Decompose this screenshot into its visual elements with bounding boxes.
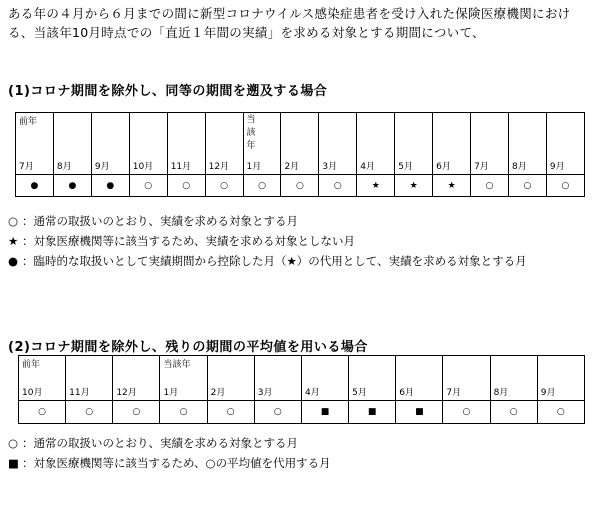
year-label — [547, 113, 584, 115]
year-label — [538, 356, 584, 358]
status-symbol: ○ — [319, 175, 357, 197]
status-symbol: ○ — [66, 401, 113, 424]
month-label: 7月 — [474, 162, 489, 172]
status-symbol: ★ — [433, 175, 471, 197]
month-header-cell — [349, 356, 396, 401]
year-label — [302, 356, 348, 358]
year-label — [433, 113, 470, 115]
year-label — [281, 113, 318, 115]
year-label — [509, 113, 546, 115]
year-label — [357, 113, 394, 115]
month-label: 1月 — [246, 162, 262, 172]
legend-item — [8, 453, 331, 473]
month-label: 10月 — [22, 388, 43, 398]
month-header-cell — [508, 113, 546, 175]
year-label — [255, 356, 301, 358]
year-label: 前年 — [19, 117, 38, 127]
month-header-cell — [396, 356, 443, 401]
month-header-cell — [160, 356, 207, 401]
section1-legend — [8, 211, 590, 271]
year-label — [92, 113, 129, 115]
legend-text: ：臨時的な取扱いとして実績期間から控除した月（★）の代用として、実績を求める対象とする月 — [22, 254, 527, 268]
section1-table — [15, 112, 585, 197]
legend-mark: ○ — [8, 214, 19, 228]
month-header-cell — [66, 356, 113, 401]
legend-text: ：対象医療機関等に該当するため、○の平均値を代用する月 — [22, 456, 331, 470]
status-symbol: ○ — [281, 175, 319, 197]
month-header-cell — [395, 113, 433, 175]
month-label: 7月 — [446, 388, 462, 398]
legend-mark: ○ — [8, 436, 19, 450]
status-symbol: ○ — [508, 175, 546, 197]
year-label — [319, 113, 356, 115]
month-label: 7月 — [19, 162, 34, 172]
section2-table — [18, 355, 585, 424]
status-symbol: ★ — [357, 175, 395, 197]
year-label — [208, 356, 254, 358]
month-header-cell — [546, 113, 584, 175]
status-symbol: ○ — [19, 401, 66, 424]
month-header-cell — [16, 113, 54, 175]
section1-heading: (1)コロナ期間を除外し、同等の期間を遡及する場合 — [8, 84, 328, 99]
month-header-cell — [443, 356, 490, 401]
legend-item — [8, 251, 590, 271]
year-label — [66, 356, 112, 358]
month-label: 8月 — [511, 162, 527, 172]
section2-heading: (2)コロナ期間を除外し、残りの期間の平均値を用いる場合 — [8, 340, 368, 355]
status-symbol: ○ — [443, 401, 490, 424]
status-symbol: ■ — [396, 401, 443, 424]
month-header-cell — [357, 113, 395, 175]
month-label: 9月 — [549, 162, 565, 172]
month-label: 12月 — [208, 162, 230, 172]
legend-item — [8, 211, 590, 231]
status-symbol: ■ — [349, 401, 396, 424]
month-header-cell — [207, 356, 254, 401]
month-header-cell — [433, 113, 471, 175]
status-symbol: ○ — [490, 401, 537, 424]
legend-text: ：通常の取扱いのとおり、実績を求める対象とする月 — [22, 436, 298, 450]
month-label: 3月 — [322, 162, 338, 172]
month-header-cell — [91, 113, 129, 175]
year-label — [471, 113, 508, 115]
month-label: 11月 — [69, 388, 90, 398]
status-symbol: ○ — [129, 175, 167, 197]
month-label: 4月 — [304, 388, 320, 398]
month-label: 11月 — [170, 162, 192, 172]
month-label: 6月 — [436, 162, 451, 172]
legend-mark: ★ — [8, 234, 19, 248]
month-label: 12月 — [116, 388, 137, 398]
year-label — [113, 356, 159, 358]
month-header-cell — [53, 113, 91, 175]
status-symbol: ○ — [546, 175, 584, 197]
month-label: 9月 — [94, 162, 110, 172]
year-label: 当該年 — [246, 115, 256, 151]
year-label — [443, 356, 489, 358]
section2-legend — [8, 433, 331, 473]
status-symbol: ○ — [113, 401, 160, 424]
month-label: 6月 — [399, 388, 414, 398]
month-label: 5月 — [398, 162, 413, 172]
month-header-cell — [243, 113, 281, 175]
legend-item — [8, 231, 590, 251]
month-label: 8月 — [493, 388, 509, 398]
month-label: 2月 — [210, 388, 226, 398]
legend-item — [8, 433, 331, 453]
month-label: 2月 — [284, 162, 300, 172]
legend-text: ：通常の取扱いのとおり、実績を求める対象とする月 — [22, 214, 298, 228]
month-label: 4月 — [360, 162, 376, 172]
legend-text: ：対象医療機関等に該当するため、実績を求める対象としない月 — [22, 234, 356, 248]
month-header-cell — [537, 356, 584, 401]
month-header-cell — [113, 356, 160, 401]
month-label: 3月 — [257, 388, 273, 398]
year-label — [168, 113, 205, 115]
status-symbol: ■ — [301, 401, 348, 424]
year-label — [206, 113, 243, 115]
status-symbol: ○ — [207, 401, 254, 424]
year-label — [396, 356, 442, 358]
month-label: 1月 — [163, 388, 179, 398]
month-header-cell — [471, 113, 509, 175]
legend-mark: ■ — [8, 456, 19, 470]
status-symbol: ○ — [160, 401, 207, 424]
month-header-cell — [319, 113, 357, 175]
month-label: 5月 — [352, 388, 367, 398]
status-symbol: ○ — [243, 175, 281, 197]
status-symbol: ○ — [254, 401, 301, 424]
intro-paragraph: ある年の４月から６月までの間に新型コロナウイルス感染症患者を受け入れた保険医療機関における、当該年10月時点での「直近１年間の実績」を求める対象とする期間について、 — [8, 6, 571, 40]
status-symbol: ★ — [395, 175, 433, 197]
legend-mark: ● — [8, 254, 19, 268]
year-label — [491, 356, 537, 358]
year-label — [130, 113, 167, 115]
year-label — [395, 113, 432, 115]
status-symbol: ○ — [205, 175, 243, 197]
month-header-cell — [490, 356, 537, 401]
year-label — [54, 113, 91, 115]
month-label: 9月 — [540, 388, 556, 398]
month-label: 8月 — [56, 162, 72, 172]
month-header-cell — [205, 113, 243, 175]
year-label: 前年 — [22, 360, 41, 370]
month-header-cell — [254, 356, 301, 401]
status-symbol: ○ — [537, 401, 584, 424]
year-label — [349, 356, 395, 358]
month-header-cell — [167, 113, 205, 175]
status-symbol: ○ — [471, 175, 509, 197]
year-label: 当該年 — [163, 360, 191, 370]
status-symbol: ● — [53, 175, 91, 197]
status-symbol: ● — [16, 175, 54, 197]
month-header-cell — [19, 356, 66, 401]
status-symbol: ○ — [167, 175, 205, 197]
month-label: 10月 — [132, 162, 154, 172]
status-symbol: ● — [91, 175, 129, 197]
month-header-cell — [281, 113, 319, 175]
month-header-cell — [301, 356, 348, 401]
month-header-cell — [129, 113, 167, 175]
